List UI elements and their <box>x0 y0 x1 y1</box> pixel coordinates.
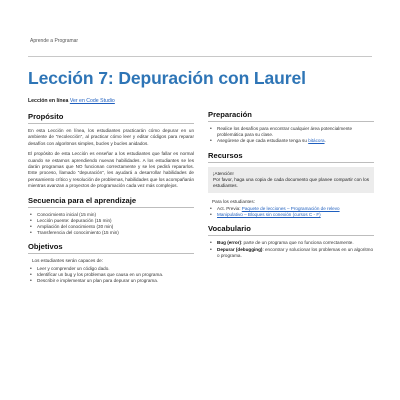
header-divider <box>28 56 372 57</box>
code-studio-link[interactable]: Ver en Code Studio <box>69 98 115 104</box>
proposito-heading: Propósito <box>28 112 64 121</box>
objetivos-heading: Objetivos <box>28 242 63 252</box>
vocab-def-debugging: : encontrar y solucionar los problemas en un algoritmo o programa. <box>217 246 373 258</box>
page-title: Lección 7: Depuración con Laurel <box>28 68 306 88</box>
proposito-section <box>28 112 194 190</box>
list-item <box>208 138 374 144</box>
objetivos-section <box>28 242 194 284</box>
preparacion-item2-text: Asegúrese de que cada estudiante tenga su <box>217 138 309 144</box>
objetivos-rule <box>28 253 194 254</box>
preparacion-section <box>208 110 374 145</box>
course-header: Aprende a Programar <box>30 38 79 44</box>
proposito-paragraph-1: En esta Lección en línea, los estudiantes practicarán cómo depurar en un ambiente de "recolección", al practicar cómo leer y editar códigos para reparar desafíos con algoritmos simples, bucles y bucles anidados. <box>28 128 194 146</box>
list-item: • Ampliación del conocimiento (30 min) <box>28 224 194 230</box>
list-item: • Lección puente: depuración (15 min) <box>28 218 194 224</box>
online-lesson-label: Lección en línea <box>28 98 69 104</box>
vocabulario-section <box>208 224 374 259</box>
attention-title: ¡Atención! <box>213 170 234 176</box>
list-item <box>208 247 374 259</box>
vocab-def-bug: : parte de un programa que no funciona correctamente. <box>241 240 354 246</box>
proposito-paragraph-2: El propósito de esta Lección es enseñar a los estudiantes que fallar es normal cuando se estamos aprendiendo nuevas habilidades. A los estudiantes se les darán programas que NO funcionan correctamente y se les pedirá repararlos. Este proceso, llamado "depuración", les ayudará a desarrollar habilidades de pensamiento crítico y resolución de problemas, habilidades que los acompañarán mientras avanzan a proyectos de programación cada vez más complejos. <box>28 151 194 189</box>
bitacora-link[interactable]: bitácora <box>308 138 325 144</box>
preparacion-item2-end: . <box>324 138 326 144</box>
secuencia-list <box>28 212 194 237</box>
secuencia-rule <box>28 207 194 208</box>
list-item: • Conocimiento inicial (15 min) <box>28 212 194 218</box>
list-item <box>208 212 374 218</box>
vocab-term-bug: Bug (error) <box>217 240 241 246</box>
online-lesson-line <box>28 98 115 104</box>
relay-programming-link[interactable]: Paquete de lecciones – Programación de relevo <box>241 206 340 212</box>
secuencia-heading: Secuencia para el aprendizaje <box>28 195 137 205</box>
vocabulario-list <box>208 240 374 259</box>
recursos-item1-text: Act. Previa: <box>217 206 242 212</box>
unplugged-blocks-link[interactable]: Manipulativo – Bloques sin conexión (cursos C - F) <box>217 212 321 218</box>
vocabulario-rule <box>208 235 374 236</box>
secuencia-section <box>28 196 194 237</box>
list-item: • Transferencia del conocimiento (15 min) <box>28 230 194 236</box>
recursos-section <box>208 151 374 219</box>
objetivos-intro: Los estudiantes serán capaces de: <box>32 258 103 264</box>
left-column <box>28 112 194 290</box>
recursos-list <box>208 206 374 218</box>
objetivos-list <box>28 266 194 285</box>
attention-body: Por favor, haga una copia de cada documento que planee compartir con los estudiantes. <box>213 176 369 188</box>
vocab-term-debugging: Depurar (debugging) <box>217 246 263 252</box>
recursos-heading: Recursos <box>208 150 243 160</box>
list-item: • Identificar un bug y los problemas que causa en un programa. <box>28 272 194 278</box>
proposito-rule <box>28 123 194 124</box>
recursos-rule <box>208 162 374 163</box>
attention-box <box>208 167 374 193</box>
list-item: • Leer y comprender un código dado. <box>28 266 194 272</box>
list-item: • Describir e implementar un plan para depurar un programa. <box>28 278 194 284</box>
vocabulario-heading: Vocabulario <box>208 224 251 234</box>
recursos-intro: Para los estudiantes: <box>212 198 255 204</box>
right-column <box>208 110 374 265</box>
preparacion-list <box>208 126 374 145</box>
preparacion-heading: Preparación <box>208 110 252 119</box>
list-item: • Realice los desafíos para encontrar cualquier área potencialmente problemática para su clase. <box>208 126 374 138</box>
preparacion-rule <box>208 121 374 122</box>
